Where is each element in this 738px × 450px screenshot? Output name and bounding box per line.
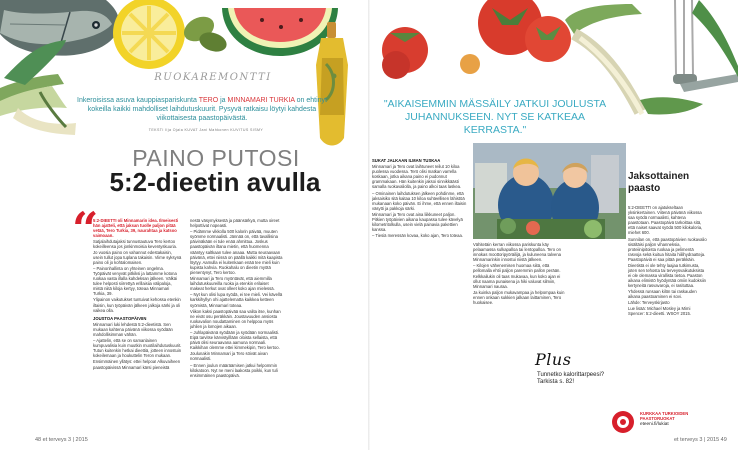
sidebar-source: Lähde: Terveyskirjasto bbox=[628, 299, 670, 305]
intro-name-minnamari: MINNAMARI TURKIA bbox=[227, 97, 295, 104]
sidebar-further-reading: Lue lisää: Michael Mosley ja Mimi Spencer: 5:2-dieetti. WSOY 2015. bbox=[628, 305, 692, 316]
body-paragraph: Minnamari luki lehdestä 5:2-dieetistä. Sen mukaan kahtena päivänä viikossa syödään mahdollisimman vähän. bbox=[93, 321, 173, 337]
left-page-footer: 48 et terveys 3 | 2015 bbox=[35, 437, 88, 443]
intro-text-1: Inkeroisissa asuva kauppiaspariskunta bbox=[77, 97, 199, 104]
right-body-column-1 bbox=[372, 155, 468, 425]
body-paragraph: – Pidämme vikkolla 500 kalorin päivää, muuten syömme normaalisti. Jännää on, että tavallisina päivinäkään ei tule enää ahmittua. Joskus paastopäivän iltana mietin, että huomenna vääntyy saltkaan tulee anaaa. Mutta seuraavaan päivänä, ettei niissä on päällä kaikki mitä kaapista löytyy. Aamulla ei kuitenkaan enää tee mieli kuin kupista kahvia. Ruokahalu on dieetin myötä pienentynyt, Tero kertoo. bbox=[190, 229, 283, 275]
body-paragraph: Minnamari ja Tero myöntävät, että aiemmilla laihdutuskuureilla ruoka ja etenkin erilaiset makeat herkut ovat olleet koko ajan mielessä. bbox=[190, 276, 275, 292]
decorative-quote-mark: “ bbox=[72, 202, 99, 256]
body-paragraph: Satjalaihdutajaksi tunnustautuva Tero kertoo kokeilleensa jos jonkinmoisia keventyskuuria. Jo vuosia paino on vahannut edestakaisin, usein tullut jopa tuplana takaisin. Viime syksynä paino oli jo kohtalomaisen. bbox=[93, 239, 182, 265]
sidebar-paragraph: Dieetistä ei ole tehty laajaa tutkimusta, joten sen tehosta tai terveysvaikutuksista ei ole olemassa virallista tietoa. Paaston aikana elimistö hyödyntää omiin kudoksiin kertyneitä rasvavaroja, ei rasituttaa. Yhdessä runsaan kilön tai raskauden aikana paastoaminen ei sovi. bbox=[628, 263, 706, 299]
plus-teaser-text: Tunnetko kalorittarpeesi? Tarkista s. 82! bbox=[537, 372, 605, 386]
sidebar-title: Jaksottainen paasto bbox=[628, 171, 690, 194]
body-paragraph: Ylipainon vaikutukset tuntuivat kehossa etenkin iltaisin, kun työpäivän jälkeen jalkoja särki ja oli vaikea olla. bbox=[93, 297, 181, 313]
lead-paragraph: 5:2-DIEETTI oli Minnamarin idea. Ilmeisesti hän ajatteli, että jaksan tuolle paljon pitää vetää, Tero Turkia, 39, naurahtaa ja katsoo vaimoaan. bbox=[93, 218, 179, 239]
subheading: JOUSTOA PAASTOPÄIVIIN bbox=[93, 315, 147, 321]
online-promo-title: KURKKAA TURKIOIDEN PAASTORUOKAT bbox=[640, 411, 689, 421]
couple-photo bbox=[473, 143, 626, 239]
section-kicker: RUOKAREMONTTI bbox=[154, 72, 272, 83]
sidebar-paragraph: 5:2-DIEETTI on ajatukseltaan yksinkertainen. Viitenä päivänä viikossa saa syödä normaalisti, kahtena paastotaan. Paastopäivä tarkoittaa sitä, että naiset saavat syödä 500 kilokaloria, miehet 600. bbox=[628, 205, 703, 236]
oil-bottle-illustration bbox=[316, 22, 348, 146]
photo-illustration bbox=[473, 143, 626, 239]
body-paragraph: Viikon kaksi paastopäivää saa valita itse, kunhan ne eivät osu peräkkäin. Joustavuuden ansiosta ruokavalion noudattaminen on helppoa myös juhlien ja lomojen aikaan. bbox=[190, 308, 281, 329]
online-promo-url: eteeni.fi/lukiat bbox=[640, 421, 669, 426]
body-paragraph: Joulunakin Minnamari ja Tero söivät aivan normaalisti. bbox=[190, 351, 268, 362]
headline-line-1: PAINO PUTOSI bbox=[132, 145, 300, 171]
body-paragraph: Minnamari ja Tero ovat aina liikkuneet paljon. Pitkien työpäivien aikana kaupassa tulee kävelyä kilometritolkulla, usein vielä painavia pakettien kanssa. bbox=[372, 211, 463, 233]
brand-logo-icon bbox=[611, 410, 635, 434]
body-paragraph: Vähitetäin kerran viikossa pariskunta käy pelaamassa sulkapalloa tai lentopalloa. Tero on innokas moottoripyöräilijä, ja kuluneena talvena Minnamarinkin innostui niistä jälkeen. bbox=[473, 242, 561, 263]
body-paragraph: – Painonhallinta on yhteinen ongelma. Työpäivät venyvät pitkiksi ja lattamme kotona ruokaa vasta illalla kahdeksan jälkeen. Välkäi tulee helposti siirrettyä erillaisiia välipaloja, mistä niitä kilojа kertyy, toteaa Minnamari Turkia, 39. bbox=[93, 265, 178, 297]
body-paragraph: – Ajattelin, että se on samanlainen kumpuvalisia kuin muutkin muotilaihdutuskuurit. Tutun kuitenkin hetkai dieettiä, jotteen innostuin kokeilemaan ja houkuttelin Teron mukaan. bbox=[93, 338, 182, 359]
body-paragraph: Ja kuinka paljon mukavampaa ja helpompaa kuin ennen onkaan sukkien jalkaan laittaminen, Tero huokaisee. bbox=[473, 289, 565, 306]
tomato-illustrations bbox=[382, 0, 571, 79]
headline-line-2: 5:2-dieetin avulla bbox=[109, 167, 321, 197]
sidebar-paragraph: Sunnilan on, että paastopäivien ruokavalio sisältäisi paljon vihanneksia, proteiinipitoista ruokaa ja pelimentä rasvoja sekä kuitua hitaita hiilihydraatteja. Paastopäiviä ei saa pitää peräkkäin. bbox=[628, 236, 707, 262]
left-body-column-2 bbox=[190, 218, 283, 422]
body-paragraph: – Ennen joulun määräämisen jatkui helpommin kilokatoon. Nyt ne meni laakosta poikki, kun tuli ensimmäinen paastopäivä. bbox=[190, 362, 278, 378]
intro-name-tero: TERO bbox=[198, 97, 219, 104]
left-body-column-1 bbox=[93, 218, 182, 422]
body-paragraph: – Kilojen vähenemisen huomaa siitä, että pellomalla ehtii paljon paremmin pallon perään. Kelkkailukin oli taas mukavaa, kun koko ajan ei ollut naama punaisena ja hiki valuvat silmiin, Minnamari nauraa. bbox=[473, 263, 561, 289]
lemon-illustration bbox=[113, 0, 229, 69]
intro-text-3: on ehtinyt kokeilla kaikki mahdolliset laihdutuskuurit. Pysyvä ratkaisu löytyi kahdesta viikottaisesta paastopäivästä. bbox=[87, 97, 327, 123]
body-paragraph: – Tiesiä meressän kovaa, koko ajan, Tero toteaa. bbox=[372, 233, 463, 239]
article-credits: TEKSTI Ilja Ojala KUVAT Jani Mahkonen KUVITUS SISMY bbox=[148, 128, 264, 132]
body-paragraph: nestä väsymyksestä ja päänsärkyä, mutta oireet helpottivat nopeasti. bbox=[190, 218, 280, 229]
pull-quote: "AIKAISEMMIN MÄSSÄILY JATKUI JOULUSTA JUHANNUKSEEN. NYT SE KATKEAA KERRASTA." bbox=[383, 98, 607, 136]
body-paragraph: Ensimmäinen yllätys: ettei helpoa! Alkuvaiheen paastopäivissä Minnamari kärsi pieneistä bbox=[93, 359, 181, 370]
body-paragraph bbox=[93, 218, 182, 238]
sidebar-text-column bbox=[628, 205, 708, 410]
body-paragraph: – Juhlapäivänä syödään ja syödään normaalisti. Eipä tarvitse kärvistyillään oloista sellaista, että päivä olisi seuraavana aamuna normaali. Kaikkihan olemme ettei kimmekipin, Tero kertoo. bbox=[190, 329, 280, 351]
body-paragraph: – Nyt kun olisi lupa syödä, ei tee mieli. Vei kävellä karkkihyllyn ohi ajattelematta kaikkea ketteen syömistä, Minnamari toteaa. bbox=[190, 292, 283, 308]
intro-paragraph bbox=[76, 96, 328, 124]
body-paragraph: – Ominainen laihdutuksen jälkeen pohdinme, että jaksaisiko sitä kaitaa 10 kiloa suhteellisen lähistöä mukanaan koko päivän. Ei ihme, että ennen iltaisin väsytti ja pakkoja särki. bbox=[372, 190, 467, 211]
body-paragraph: Minnamari ja Tero ovat laihtuneet reilut 10 kiloa puolessa vuodessa. Terö olisi matkan varrella koskaan, jotka aikana paino ei pudonnut grammakaan. Hän kuitenkin jaksoi sinnikkäästi samalla ruokavaliolla, ja paino alkoi taas laskea. bbox=[372, 164, 462, 190]
subheading: SUKAT JALKAAN ILMAN TUSKAA bbox=[372, 158, 441, 163]
right-page-footer: et terveys 3 | 2015 49 bbox=[674, 437, 727, 443]
plus-label: Plus bbox=[535, 350, 572, 369]
intro-text-2: ja bbox=[218, 97, 228, 104]
